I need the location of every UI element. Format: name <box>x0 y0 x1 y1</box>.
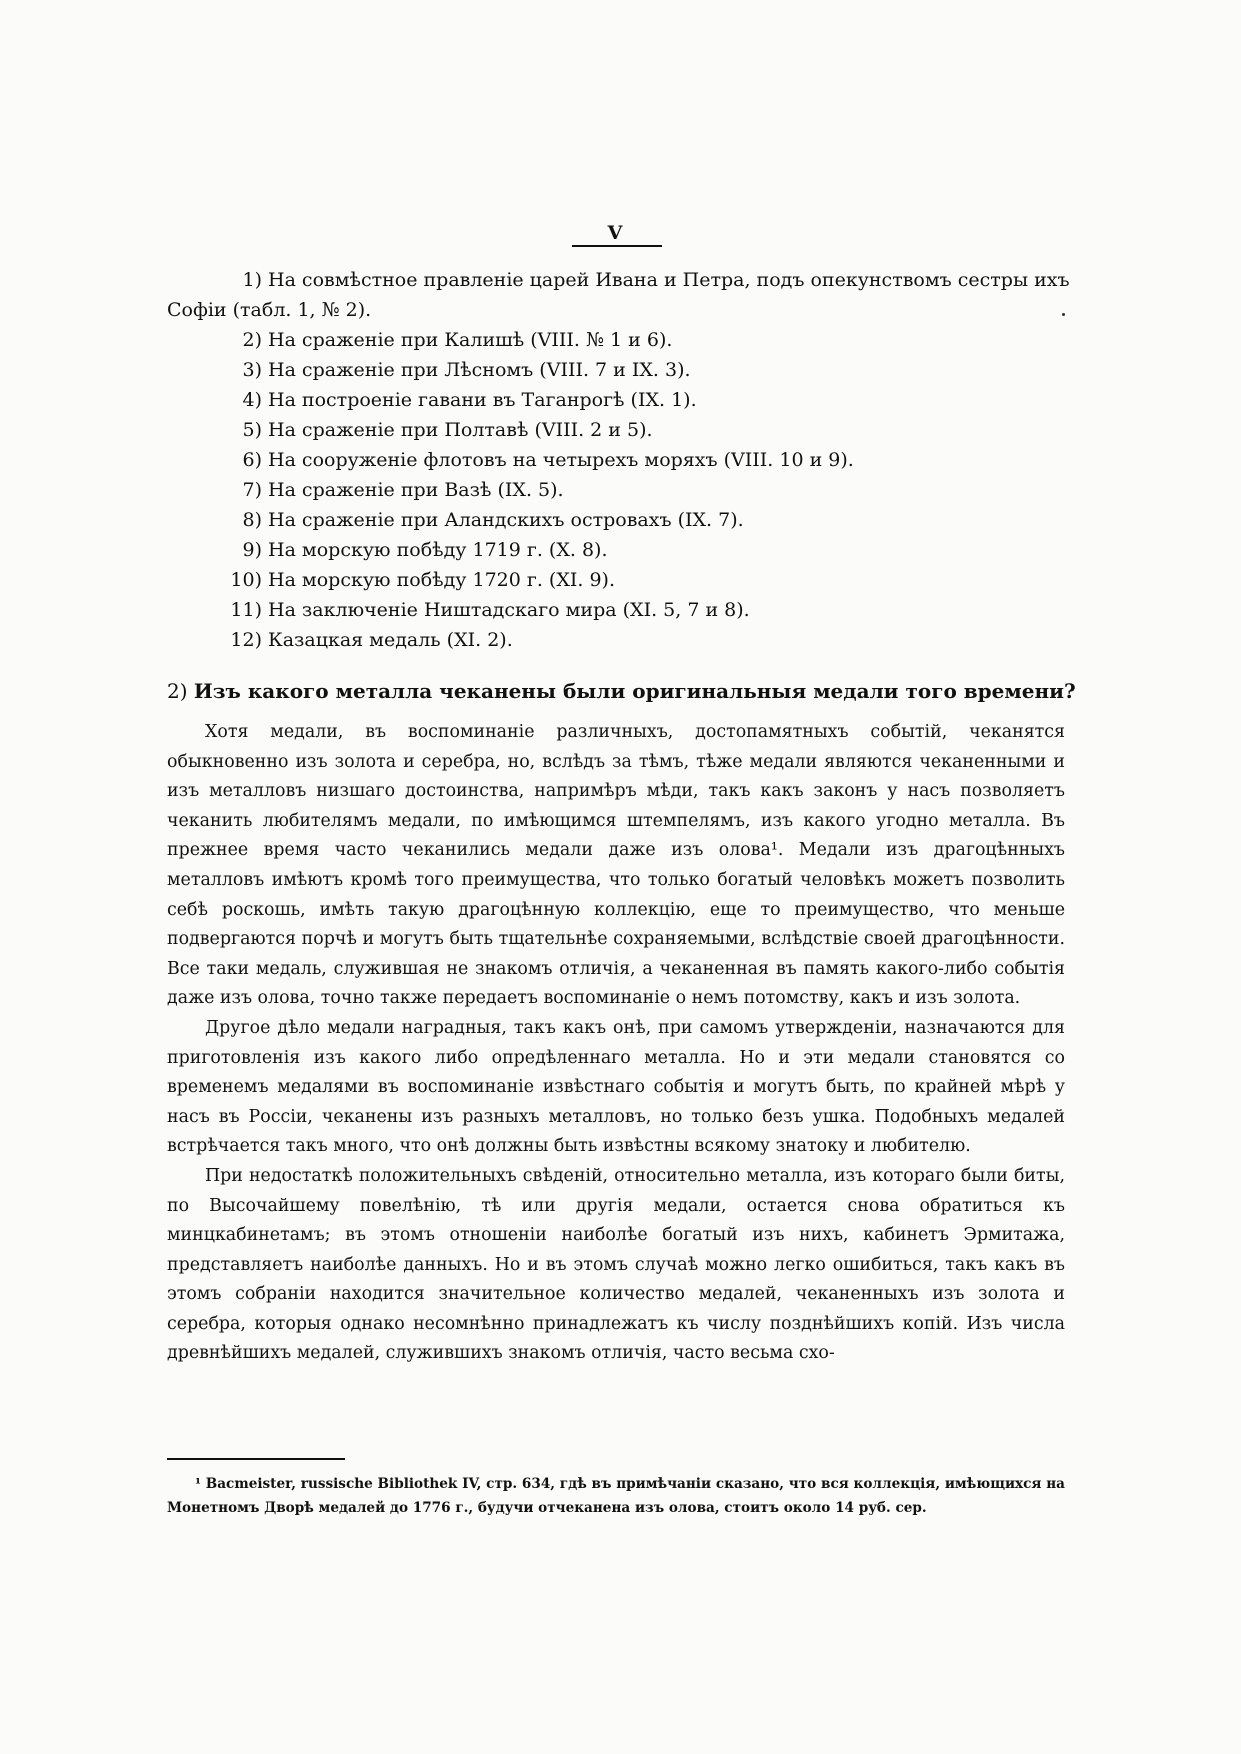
list-item-number: 1) <box>242 269 262 291</box>
list-item-text: Казацкая медаль (XI. 2). <box>268 629 513 651</box>
list-item-text: На сраженіе при Аландскихъ островахъ (IX. 7). <box>268 509 744 531</box>
list-item-number: 2) <box>242 329 262 351</box>
list-item-text: На сраженіе при Калишѣ (VIII. № 1 и 6). <box>268 329 673 351</box>
list-item <box>205 356 691 384</box>
body-text <box>167 718 1065 1369</box>
list-item <box>205 386 697 414</box>
paragraph: Другое дѣло медали наградныя, такъ какъ онѣ, при самомъ утвержденіи, назначаются для приготовленія изъ какого либо опредѣленнаго металла. Но и эти медали становятся со временемъ медалями въ воспоминаніе извѣстнаго событія и могутъ быть, по крайней мѣрѣ у насъ въ Россіи, чеканены изъ разныхъ металловъ, но только безъ ушка. Подобныхъ медалей встрѣчается такъ много, что онѣ должны быть извѣстны всякому знатоку и любителю. <box>167 1017 1065 1157</box>
list-item <box>205 596 750 624</box>
list-item <box>205 446 854 474</box>
list-item-number: 9) <box>242 539 262 561</box>
footnote-rule <box>167 1458 345 1460</box>
list-item-text: На морскую побѣду 1719 г. (X. 8). <box>268 539 608 561</box>
list-item <box>205 566 615 594</box>
list-item-text: На совмѣстное правленіе царей Ивана и Петра, подъ опекунствомъ сестры ихъ <box>268 269 1070 291</box>
list-item-text: На сраженіе при Вазѣ (IX. 5). <box>268 479 564 501</box>
list-item-number: 8) <box>242 509 262 531</box>
section-heading-number: 2) <box>167 679 188 703</box>
ink-speck <box>1062 313 1065 316</box>
list-item-text: На заключеніе Ништадскаго мира (XI. 5, 7 и 8). <box>268 599 750 621</box>
list-item <box>205 476 564 504</box>
list-item-number: 12) <box>230 629 262 651</box>
section-heading-text: Изъ какого металла чеканены были оригинальныя медали того времени? <box>193 679 1076 703</box>
list-item-text: На сраженіе при Полтавѣ (VIII. 2 и 5). <box>268 419 653 441</box>
footnote <box>167 1472 1065 1520</box>
list-item <box>205 266 1070 294</box>
list-item-number: 4) <box>242 389 262 411</box>
list-item-number: 10) <box>230 569 262 591</box>
list-item-number: 3) <box>242 359 262 381</box>
footnote-text: ¹ Bacmeister, russische Bibliothek IV, стр. 634, гдѣ въ примѣчаніи сказано, что вся коллекція, имѣющихся на Монетномъ Дворѣ медалей до 1776 г., будучи отчеканена изъ олова, стоитъ около 14 руб. сер. <box>167 1476 1065 1516</box>
list-item <box>205 536 608 564</box>
list-item <box>205 326 672 354</box>
section-heading <box>167 676 1076 706</box>
list-item <box>205 626 513 654</box>
page-number-rule <box>572 245 662 247</box>
paragraph: Хотя медали, въ воспоминаніе различныхъ, достопамятныхъ событій, чеканятся обыкновенно изъ золота и серебра, но, вслѣдъ за тѣмъ, тѣже медали являются чеканенными и изъ металловъ низшаго достоинства, напримѣръ мѣди, такъ какъ законъ у насъ позволяетъ чеканить любителямъ медали, по имѣющимся штемпелямъ, изъ какого угодно металла. Въ прежнее время часто чеканились медали даже изъ олова¹. Медали изъ драгоцѣнныхъ металловъ имѣютъ кромѣ того преимущества, что только богатый человѣкъ можетъ позволить себѣ роскошь, имѣть такую драгоцѣнную коллекцію, еще то преимущество, что меньше подвергаются порчѣ и могутъ быть тщательнѣе сохраняемыми, вслѣдствіе своей драгоцѣнности. Все таки медаль, служившая не знакомъ отличія, а чеканенная въ память какого-либо событія даже изъ олова, точно также передаетъ воспоминаніе о немъ потомству, какъ и изъ золота. <box>167 722 1065 1009</box>
page-number: V <box>607 222 623 244</box>
list-item-text: На сооруженіе флотовъ на четырехъ моряхъ (VIII. 10 и 9). <box>268 449 854 471</box>
list-item-number: 5) <box>242 419 262 441</box>
list-item-text: На сраженіе при Лѣсномъ (VIII. 7 и IX. 3). <box>268 359 691 381</box>
list-item-number: 7) <box>242 479 262 501</box>
list-item-continuation: Софіи (табл. 1, № 2). <box>167 299 372 321</box>
list-item-number: 11) <box>230 599 262 621</box>
list-item-number: 6) <box>242 449 262 471</box>
list-item-text: На построеніе гавани въ Таганрогѣ (IX. 1). <box>268 389 697 411</box>
list-item-text: На морскую побѣду 1720 г. (XI. 9). <box>268 569 616 591</box>
list-item <box>205 506 744 534</box>
paragraph: При недостаткѣ положительныхъ свѣденій, относительно металла, изъ котораго были биты, по Высочайшему повелѣнію, тѣ или другія медали, остается снова обратиться къ минцкабинетамъ; въ этомъ отношеніи наиболѣе богатый изъ нихъ, кабинетъ Эрмитажа, представляетъ наиболѣе данныхъ. Но и въ этомъ случаѣ можно легко ошибиться, такъ какъ въ этомъ собраніи находится значительное количество медалей, чеканенныхъ изъ золота и серебра, которыя однако несомнѣнно принадлежатъ къ числу позднѣйшихъ копій. Изъ числа древнѣйшихъ медалей, служившихъ знакомъ отличія, часто весьма схо- <box>167 1165 1065 1364</box>
list-item <box>205 416 653 444</box>
